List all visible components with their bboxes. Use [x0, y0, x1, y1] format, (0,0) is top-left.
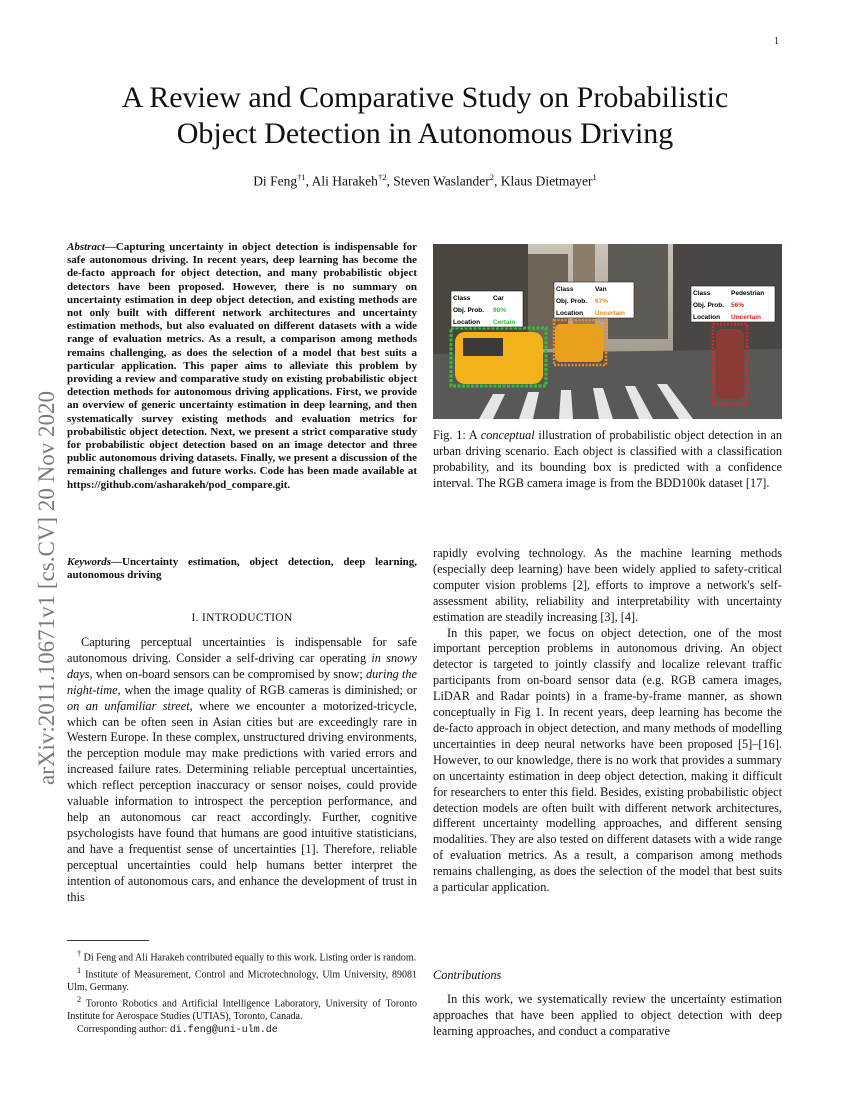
abstract-label: Abstract	[67, 241, 105, 253]
caption-prefix: Fig. 1: A	[433, 428, 481, 442]
label-prob: Obj. Prob.	[453, 307, 485, 314]
label-prob: Obj. Prob.	[693, 302, 725, 309]
detection-location: Certain	[493, 319, 516, 326]
footnote-rule	[67, 940, 149, 941]
detection-class: Car	[493, 295, 504, 302]
intro-emphasis: on an unfamiliar street	[67, 698, 190, 713]
label-location: Location	[693, 314, 721, 321]
section-number: I.	[191, 612, 199, 624]
label-location: Location	[453, 319, 481, 326]
introduction-text	[67, 635, 417, 905]
footnote-mark: †	[77, 949, 82, 958]
author-name: Ali Harakeh	[311, 173, 378, 189]
abstract-text: —Capturing uncertainty in object detection is indispensable for safe autonomous driving. In recent years, deep learning has become the de-facto approach for object detection, and many probabilistic object detectors have been proposed. However, there is no summary on uncertainty estimation in deep object detection, and existing methods are not only built with different network architectures and uncertainty estimation methods, but also evaluated on different datasets with a wide range of evaluation metrics. As a result, a comparison among methods remains challenging, as does the selection of a model that best suits a particular application. This paper aims to alleviate this problem by providing a review and comparative study on existing probabilistic object detection methods for autonomous driving applications. First, we provide an overview of generic uncertainty estimation in deep learning, and then systematically survey existing methods and evaluation metrics for probabilistic object detection. Next, we present a strict comparative study for probabilistic object detection based on an image detector and three public autonomous driving datasets. Finally, we present a discussion of the remaining challenges and future works. Code has been made available at https://github.com/asharakeh/pod_compare.git.	[67, 241, 417, 491]
detection-class: Van	[595, 286, 607, 293]
detection-location: Uncertain	[595, 310, 625, 317]
detection-prob: 98%	[493, 307, 507, 314]
detection-class: Pedestrian	[731, 290, 765, 297]
detection-prob: 67%	[595, 298, 609, 305]
footnote	[67, 965, 417, 995]
right-column-text	[433, 546, 782, 896]
author-affiliation: †2	[377, 172, 387, 182]
section-heading	[67, 612, 417, 624]
footnote-text: Institute of Measurement, Control and Microtechnology, Ulm University, 89081 Ulm, Germany.	[67, 969, 417, 993]
body-paragraph: In this paper, we focus on object detection, one of the most important perception problems in autonomous driving. An object detector is targeted to jointly classify and localize relevant traffic participants from on-board sensor data (e.g. RGB camera images, LiDAR and Radar points) in a frame-by-frame manner, as shown conceptually in Fig 1. In recent years, deep learning has become the de-facto approach in object detection, and many methods of modelling uncertainties in deep neural networks have been proposed [5]–[16]. However, to our knowledge, there is no work that provides a summary on uncertainty estimation in deep object detection, making it difficult for researchers to enter this field. Besides, existing probabilistic object detection models are often built with different network architectures, different uncertainty modelling approaches, and different sensing modalities. They are also tested on different datasets with a wide range of evaluation metrics. As a result, a comparison among methods remains challenging, as does the selection of the model that best suits a particular application.	[433, 625, 782, 895]
paper-title	[70, 80, 780, 152]
footnotes	[67, 948, 417, 1038]
corresponding-email[interactable]: di.feng@uni-ulm.de	[169, 1024, 278, 1036]
footnote	[67, 1024, 417, 1038]
author-name: Steven Waslander	[393, 173, 490, 189]
footnote-text: Toronto Robotics and Artificial Intelligence Laboratory, University of Toronto Institute for Aerospace Studies (UTIAS), Toronto, Canada.	[67, 998, 417, 1023]
label-class: Class	[556, 286, 574, 293]
keywords-text: —Uncertainty estimation, object detection, deep learning, autonomous driving	[67, 556, 417, 582]
title-line-1: A Review and Comparative Study on Probabilistic	[121, 81, 729, 114]
caption-emphasis: conceptual	[480, 428, 535, 442]
abstract	[67, 241, 417, 492]
footnote	[67, 994, 417, 1024]
keywords	[67, 556, 417, 582]
footnote-text: Di Feng and Ali Harakeh contributed equally to this work. Listing order is random.	[81, 952, 417, 964]
intro-span: Capturing perceptual uncertainties is indispensable for safe autonomous driving. Consider a self-driving car operating	[67, 635, 417, 665]
intro-span: , when on-board sensors can be compromised by snow;	[89, 666, 366, 681]
label-class: Class	[693, 290, 711, 297]
label-class: Class	[453, 295, 471, 302]
intro-span: , when the image quality of RGB cameras is diminished; or	[117, 682, 417, 697]
title-line-2: Object Detection in Autonomous Driving	[176, 117, 674, 150]
author-affiliation: †1	[297, 172, 306, 182]
keywords-label: Keywords	[67, 556, 111, 568]
detection-location: Uncertain	[731, 314, 761, 321]
contributions-heading: Contributions	[433, 968, 502, 982]
author-list: Di Feng$^{\dagger 1}$, Ali Harakeh$^{\dagger 2}$, Steven Waslander$^2$, Klaus Dietmayer$^1$	[253, 172, 597, 189]
page-number: 1	[774, 36, 779, 47]
body-paragraph: rapidly evolving technology. As the machine learning methods (especially deep learning) have been widely applied to safety-critical computer vision problems [2], efforts to improve a network's self-assessment ability, reliability and interpretability with uncertainty estimation are steadily increasing [3], [4].	[433, 546, 782, 624]
caption-text: illustration of probabilistic object detection in an urban driving scenario. Each object is classified with a classification probability, and its bounding box is predicted with a confidence interval. The RGB camera image is from the BDD100k dataset [17].	[433, 428, 782, 490]
figure-caption	[433, 428, 782, 492]
author-affiliation: 2	[489, 172, 494, 182]
intro-emphasis: during the night-time	[67, 666, 417, 697]
detection-prob: 56%	[731, 302, 745, 309]
intro-emphasis: in snowy days	[67, 650, 417, 681]
footnote-mark: 1	[77, 965, 82, 975]
label-location: Location	[556, 310, 584, 317]
footnote-mark: 2	[77, 995, 82, 1005]
figure-1	[433, 244, 782, 419]
arxiv-stamp-text: arXiv:2011.10671v1 [cs.CV] 20 Nov 2020	[34, 391, 59, 785]
intro-paragraph	[67, 635, 417, 905]
author-affiliation: 1	[592, 172, 597, 182]
section-title: INTRODUCTION	[202, 612, 293, 624]
contributions-paragraph: In this work, we systematically review the uncertainty estimation approaches that have been applied to object detection with deep learning approaches, and conduct a comparative	[433, 992, 782, 1038]
taxi-window	[463, 338, 503, 356]
author-name: Di Feng	[253, 173, 298, 189]
footnote-text: Corresponding author:	[77, 1023, 170, 1035]
intro-span: , where we encounter a motorized-tricycle, which can be often seen in Asian cities but are exceedingly rare in Western Europe. In these complex, unstructured driving environments, the perception module may make predictions with varied errors and increased failure rates. Determining reliable perceptual uncertainties, which reflect perception inaccuracy or sensor noises, could provide valuable information to introspect the perception performance, and help an autonomous car react accordingly. Further, cognitive psychologists have found that humans are good intuitive statisticians, and have a frequentist sense of uncertainties [1]. Therefore, reliable perceptual uncertainties could help humans better interpret the intention of autonomous cars, and enhance the development of trust in this	[67, 698, 417, 904]
pedestrian	[716, 329, 744, 399]
van	[555, 324, 603, 362]
author-name: Klaus Dietmayer	[500, 173, 593, 189]
footnote	[67, 948, 417, 965]
label-prob: Obj. Prob.	[556, 298, 588, 305]
